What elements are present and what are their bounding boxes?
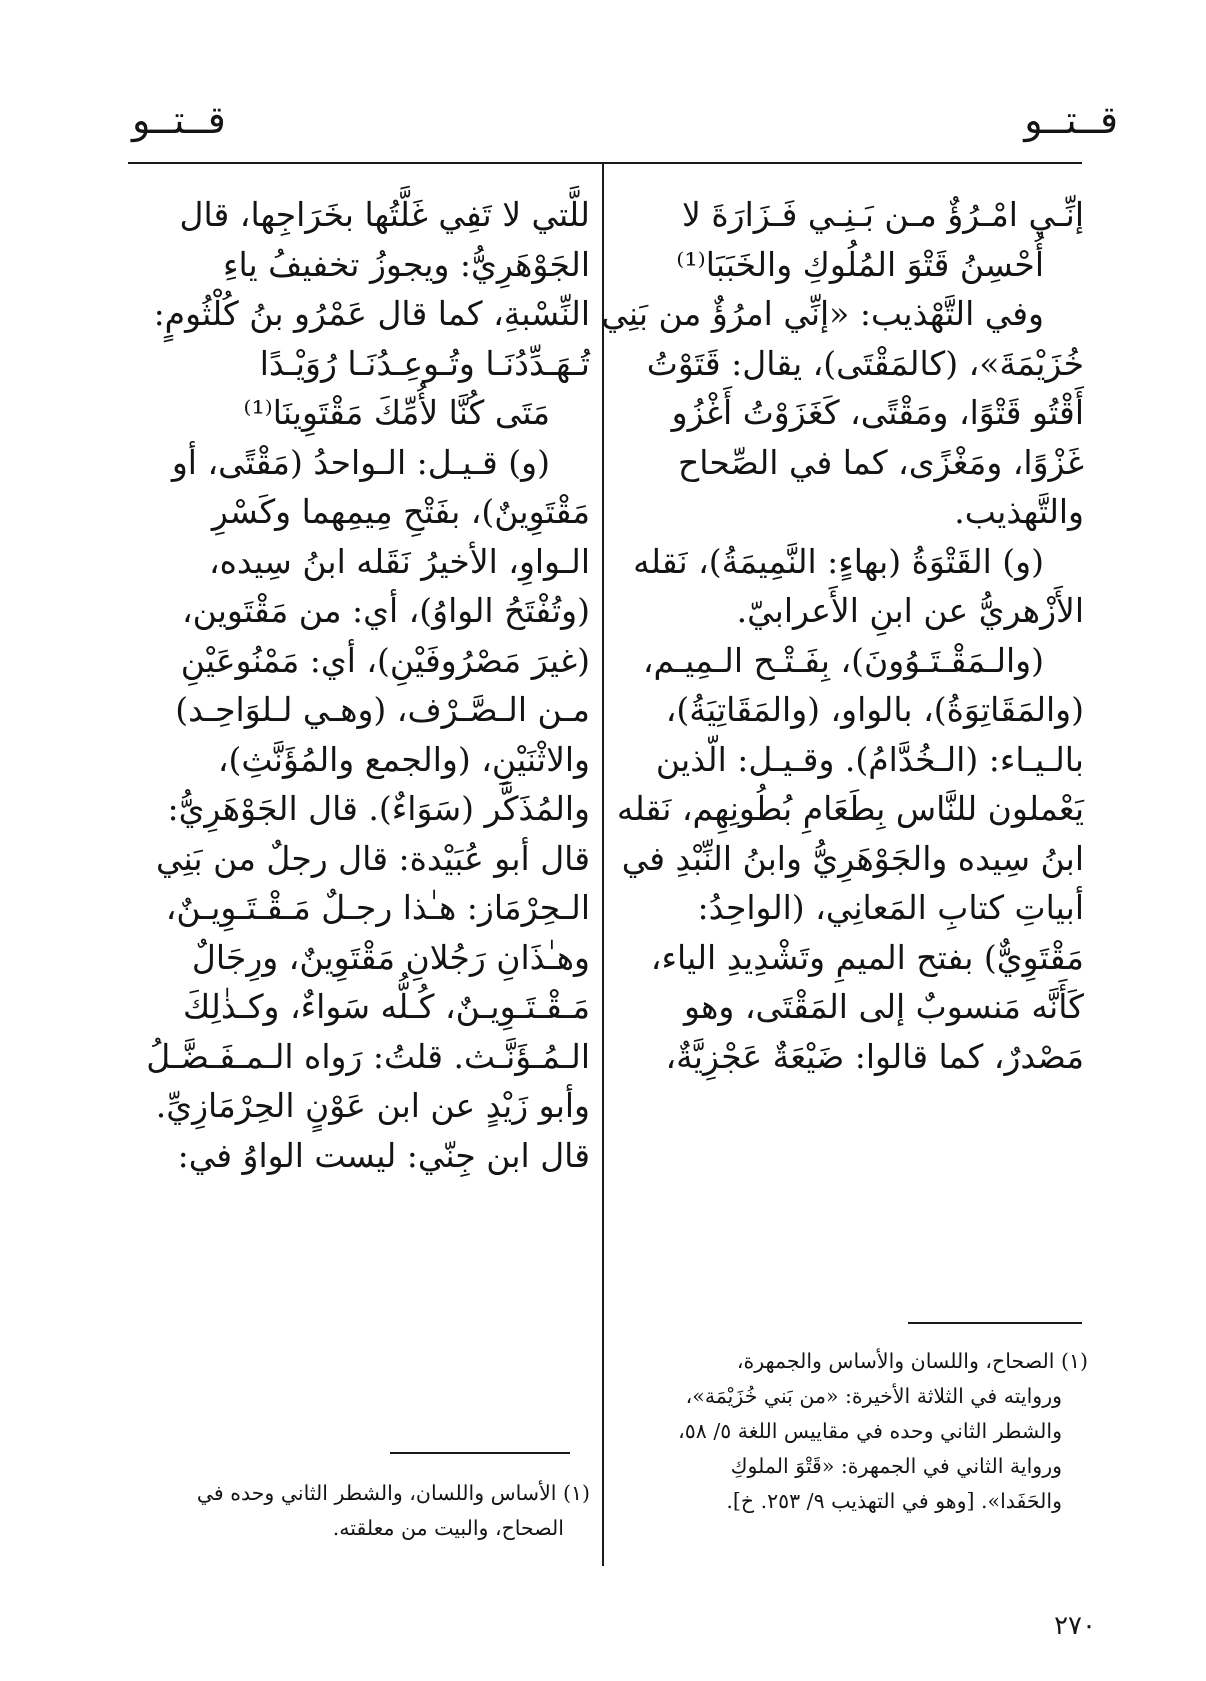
text-line: (والـمَقْـتَـوُونَ)، بِفَـتْـح الـمِيـم، <box>642 640 1044 680</box>
text-line: أَقْتُو قَتْوًا، ومَقْتًى، كَغَزَوْتُ أَغْزُو <box>671 393 1084 432</box>
text-line: وفي التَّهْذيب: «إنِّي امرُؤٌ من بَنِي <box>601 294 1044 333</box>
text-line: والمُذَكَّر (سَوَاءٌ). قال الجَوْهَرِيُّ: <box>167 789 590 828</box>
text-line: أُحْسِنُ قَتْوَ المُلُوكِ والخَبَبَا⁽¹⁾ <box>676 244 1044 284</box>
left-column <box>132 190 590 1180</box>
text-line: (و) قـيـل: الـواحدُ (مَقْتًى، أو <box>171 442 550 482</box>
text-line: مَصْدرٌ، كما قالوا: ضَيْعَةٌ عَجْزِيَّةٌ، <box>665 1036 1084 1076</box>
text-line: قال ابن جِنّي: ليست الواوُ في: <box>177 1135 590 1175</box>
text-line: يَعْملون للنَّاس بِطَعَامِ بُطُونِهِم، نَقله <box>616 789 1084 828</box>
text-line: الـواوِ، الأخيرُ نَقَله ابنُ سِيده، <box>208 541 590 581</box>
text-line: الـمُـؤَنَّـث. قلتُ: رَواه الـمـفَـضَّـلُ <box>146 1036 590 1076</box>
text-line: بالـيـاء: (الـخُدَّامُ). وقـيـل: الّذين <box>655 739 1084 779</box>
text-line: أبياتِ كتابِ المَعانِي، (الواحِدُ: <box>697 888 1084 927</box>
header-rule <box>128 162 1082 164</box>
text-line: الجَوْهَرِيُّ: ويجوزُ تخفيفُ ياءِ <box>222 244 590 284</box>
text-line: الـحِرْمَاز: هـٰذا رجـلٌ مَـقْـتَـوِيـنٌ، <box>165 888 590 927</box>
text-line: مَتَى كُنَّا لأُمِّكَ مَقْتَوِينَا⁽¹⁾ <box>243 393 550 432</box>
footnote-line: الصحاح، والبيت من معلقته. <box>332 1516 564 1540</box>
column-divider <box>602 164 604 1566</box>
text-line: (غيرَ مَصْرُوفَيْنِ)، أي: مَمْنُوعَيْنِ <box>180 640 590 680</box>
text-line: قال أبو عُبَيْدة: قال رجلٌ من بَنِي <box>155 838 590 878</box>
text-line: للَّتي لا تَفِي غَلَّتُها بخَرَاجِها، قال <box>179 195 590 234</box>
text-line: (و) القَتْوَةُ (بهاءٍ: النَّمِيمَةُ)، نَقله <box>633 541 1044 581</box>
text-line: وأبو زَيْدٍ عن ابن عَوْنٍ الحِرْمَازِيِّ. <box>155 1086 590 1125</box>
text-line: (والمَقَاتِوَةُ)، بالواو، (والمَقَاتِيَةُ)، <box>665 690 1084 729</box>
text-line: والتَّهذيب. <box>954 492 1084 531</box>
right-column <box>601 190 1084 1081</box>
text-line: وهـٰذَانِ رَجُلانِ مَقْتَوِينٌ، ورِجَالٌ <box>191 937 590 977</box>
text-line: مَـقْـتَـوِيـنٌ، كُـلُّه سَواءٌ، وكـذٰلِكَ <box>182 987 590 1026</box>
footnote-line: والحَفَدا». [وهو في التهذيب ٩/ ٢٥٣. خ]. <box>726 1489 1062 1513</box>
footnote-rule-right <box>908 1322 1082 1324</box>
footnote-rule-left <box>390 1452 570 1454</box>
text-line: (وتُفْتَحُ الواوُ)، أي: من مَقْتَوين، <box>181 591 590 630</box>
text-line: النِّسْبةِ، كما قال عَمْرُو بنُ كُلْثُومٍ: <box>153 294 590 333</box>
text-line: مَقْتَوِيٌّ) بفتح الميمِ وتَشْدِيدِ الياء، <box>650 937 1084 977</box>
footnote-line: (١) الأساس واللسان، والشطر الثاني وحده في <box>196 1481 590 1505</box>
running-header-right: قــتــو <box>1024 98 1118 142</box>
footnote-right <box>608 1344 1088 1519</box>
text-line: الأَزْهريُّ عن ابنِ الأَعرابيّ. <box>736 591 1084 630</box>
text-line: كَأَنَّه مَنسوبٌ إلى المَقْتَى، وهو <box>683 987 1084 1026</box>
footnote-left <box>132 1476 590 1546</box>
text-line: ابنُ سِيده والجَوْهَرِيُّ وابنُ النِّبْدِ في <box>621 838 1084 878</box>
page-number: ٢٧٠ <box>1054 1611 1096 1641</box>
text-line: غَزْوًا، ومَغْزًى، كما في الصِّحاح <box>677 442 1084 482</box>
footnote-line: ورواية الثاني في الجمهرة: «قَتْوَ الملوكِ <box>730 1454 1062 1478</box>
running-header-left: قــتــو <box>132 98 226 142</box>
text-line: إنِّـي امْـرُؤٌ مـن بَـنِـي فَـزَارَةَ لا <box>682 195 1084 234</box>
footnote-line: وروايته في الثلاثة الأخيرة: «من بَني خُزَيْمَة»، <box>685 1384 1062 1408</box>
text-line: والاثْنَيْنِ، (والجمع والمُؤَنَّثِ)، <box>217 739 590 779</box>
text-line: مـن الـصَّـرْف، (وهـي لـلوَاحِـد) <box>175 690 590 729</box>
text-line: خُزَيْمَةَ»، (كالمَقْتَى)، يقال: قَتَوْتُ <box>646 343 1084 383</box>
text-line: تُـهَـدِّدُنَـا وتُـوعِـدُنَـا رُوَيْـدًا <box>259 343 590 383</box>
footnote-line: والشطر الثاني وحده في مقاييس اللغة ٥/ ٥٨، <box>678 1419 1062 1443</box>
text-line: مَقْتَوِينٌ)، بفَتْحِ مِيمِهما وكَسْرِ <box>211 492 590 531</box>
footnote-line: (١) الصحاح، واللسان والأساس والجمهرة، <box>736 1349 1088 1373</box>
